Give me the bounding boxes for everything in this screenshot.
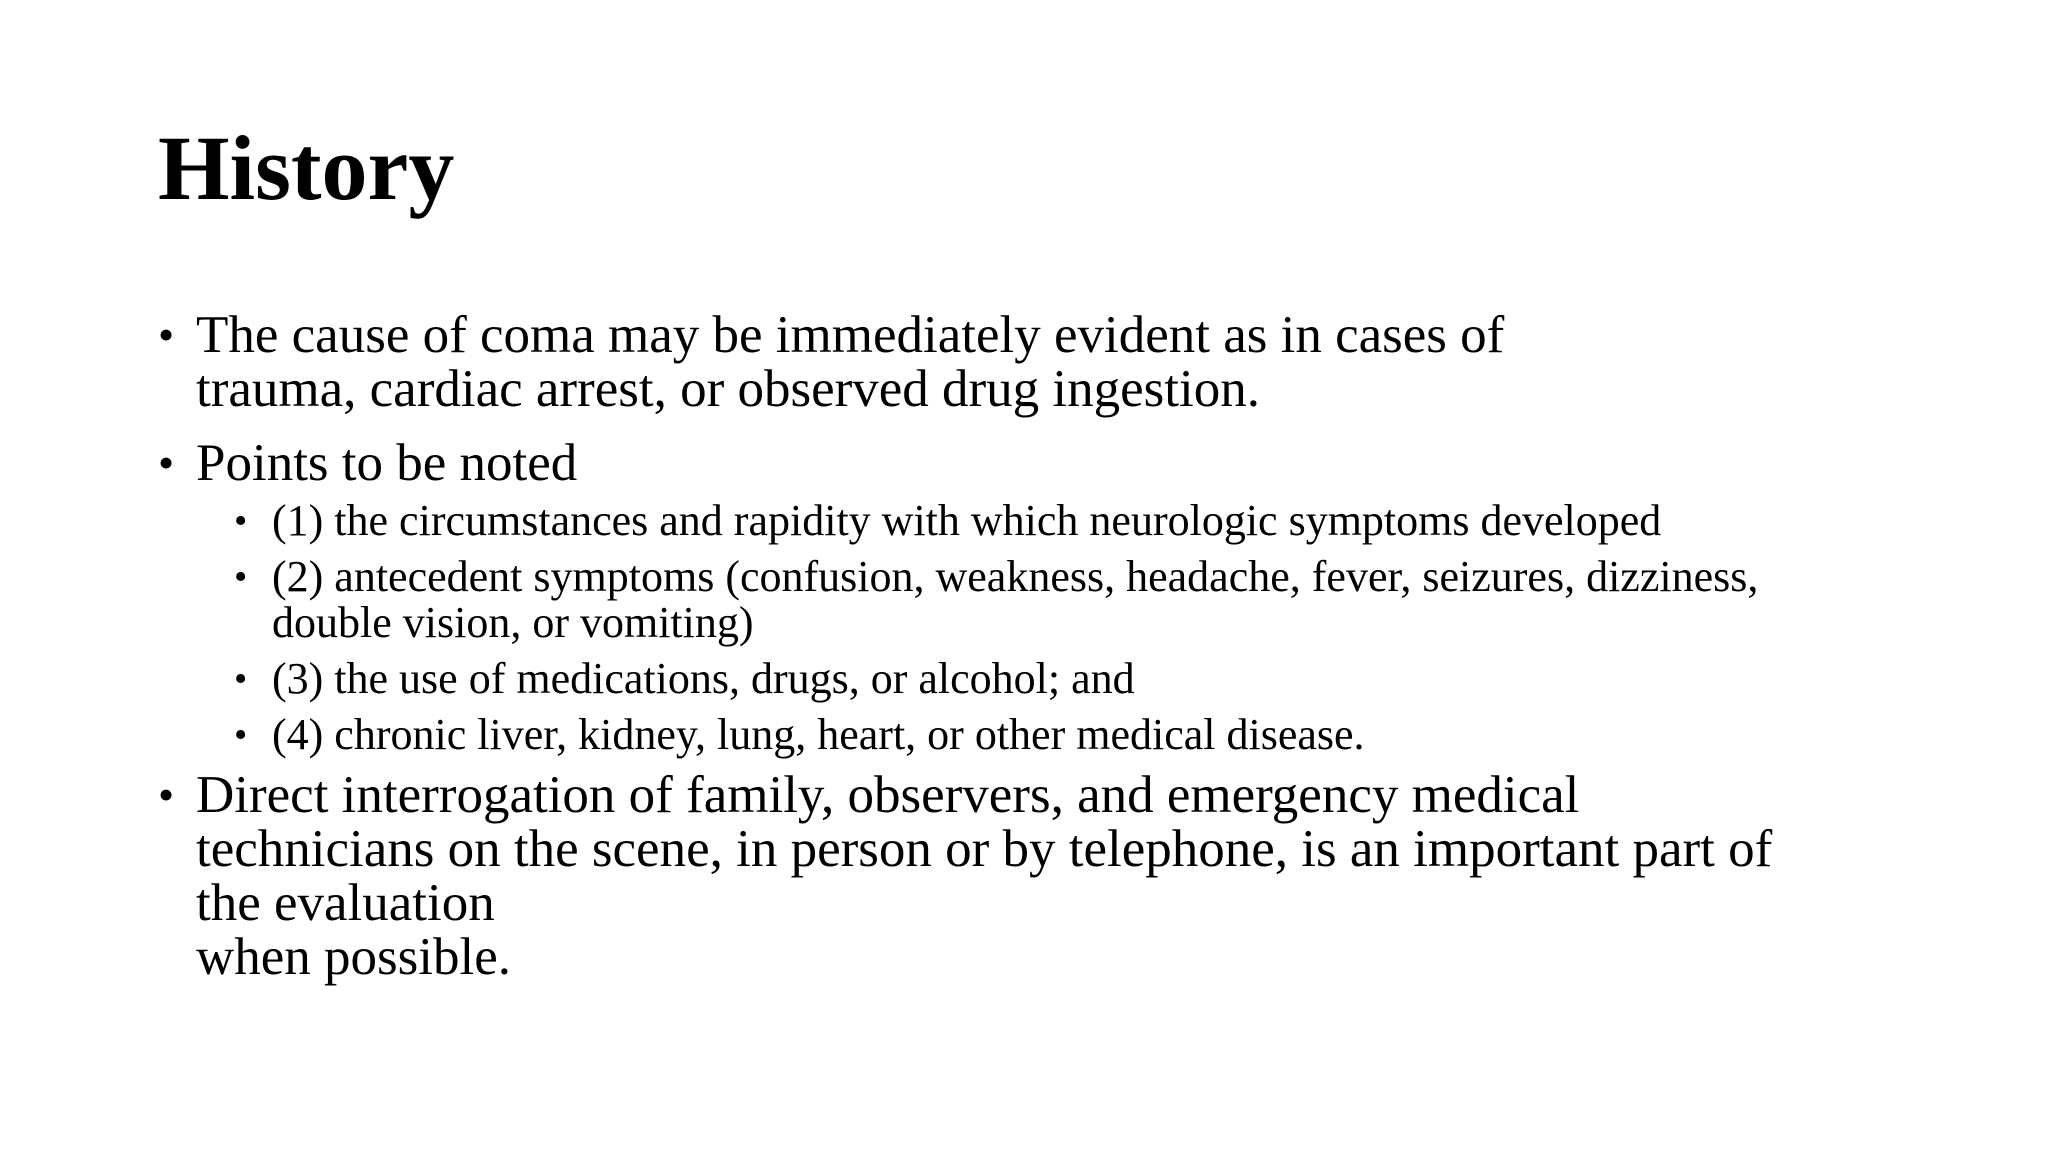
bullet-text-line: the evaluation — [196, 874, 495, 932]
sub-bullet-text-line: (1) the circumstances and rapidity with which neurologic symptoms developed — [272, 496, 1662, 545]
bullet-item-points — [158, 436, 1938, 490]
bullet-item-cause — [158, 308, 1938, 416]
sub-bullet-text-line: double vision, or vomiting) — [272, 598, 754, 647]
bullet-text-line: trauma, cardiac arrest, or observed drug ingestion. — [196, 360, 1261, 418]
sub-bullet-item — [158, 554, 1938, 646]
sub-bullet-text-line: (3) the use of medications, drugs, or alcohol; and — [272, 654, 1135, 703]
sub-bullet-icon: • — [234, 658, 248, 700]
sub-bullet-item — [158, 656, 1938, 702]
bullet-text-line: when possible. — [196, 928, 512, 986]
bullet-text-line: technicians on the scene, in person or by telephone, is an important part of — [196, 820, 1773, 878]
slide-title: History — [158, 117, 455, 219]
sub-bullet-icon: • — [234, 714, 248, 756]
sub-bullet-icon: • — [234, 556, 248, 598]
bullet-text-line: Points to be noted — [196, 434, 578, 492]
sub-bullet-text-line: (4) chronic liver, kidney, lung, heart, or other medical disease. — [272, 710, 1365, 759]
sub-bullet-item — [158, 498, 1938, 544]
bullet-item-interrogation — [158, 768, 1938, 984]
sub-bullet-list — [158, 498, 1938, 758]
bullet-icon: • — [158, 437, 175, 488]
bullet-text-line: The cause of coma may be immediately evident as in cases of — [196, 306, 1505, 364]
bullet-icon: • — [158, 769, 175, 820]
sub-bullet-group — [158, 498, 1938, 758]
sub-bullet-text-line: (2) antecedent symptoms (confusion, weakness, headache, fever, seizures, dizziness, — [272, 552, 1759, 601]
bullet-icon: • — [158, 309, 175, 360]
sub-bullet-item — [158, 712, 1938, 758]
bullet-text-line: Direct interrogation of family, observers, and emergency medical — [196, 766, 1580, 824]
sub-bullet-icon: • — [234, 500, 248, 542]
bullet-list — [158, 308, 1938, 1004]
